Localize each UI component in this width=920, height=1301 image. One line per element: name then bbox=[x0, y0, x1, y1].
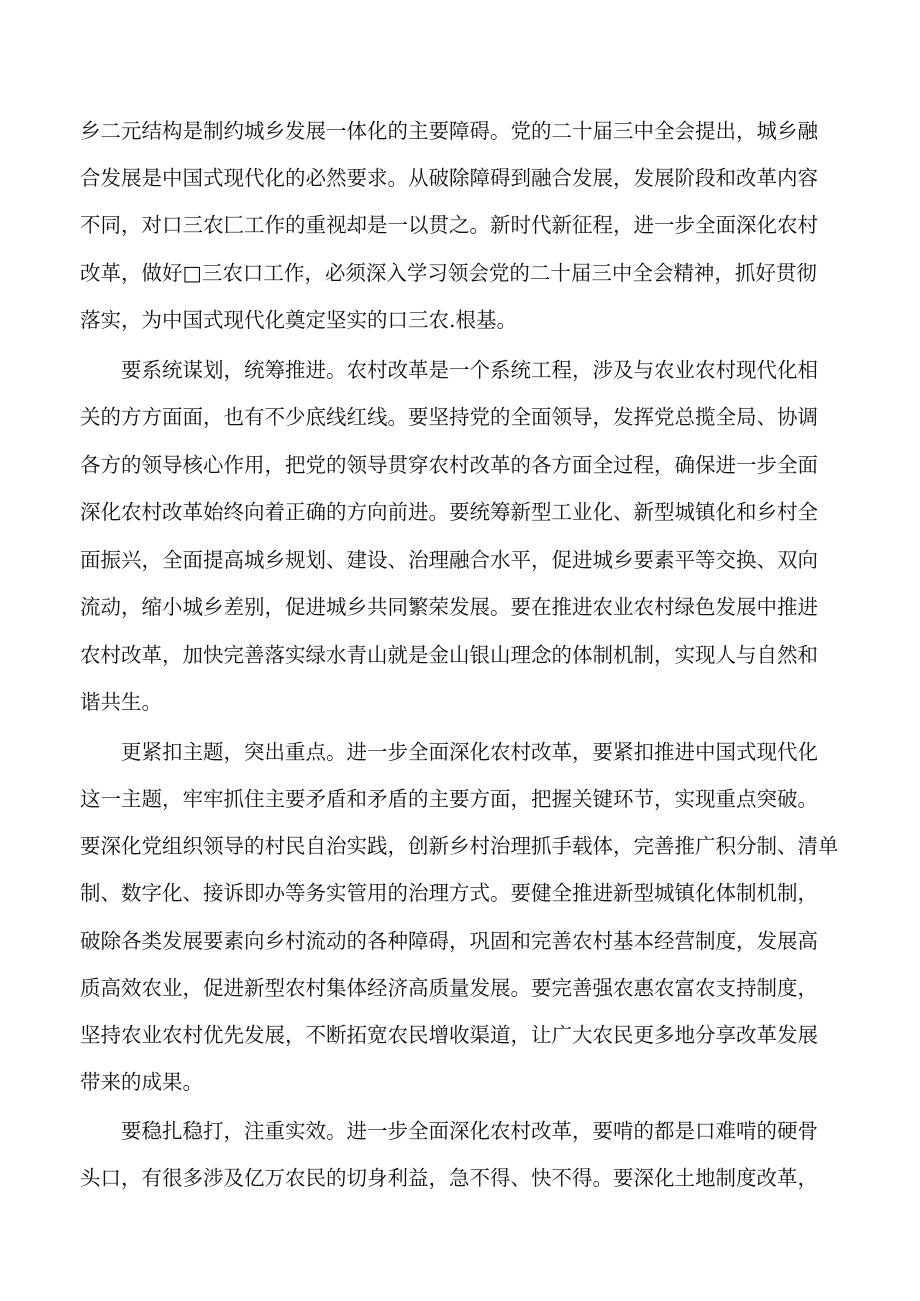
text-line: 破除各类发展要素向乡村流动的各种障碍，巩固和完善农村基本经营制度，发展高 bbox=[80, 929, 818, 953]
text-line: 要深化党组织领导的村民自治实践，创新乡村治理抓手载体，完善推广积分制、清单 bbox=[80, 834, 839, 858]
text-line: 制、数字化、接诉即办等务实管用的治理方式。要健全推进新型城镇化体制机制， bbox=[80, 881, 818, 905]
text-line: 坚持农业农村优先发展，不断拓宽农民增收渠道，让广大农民更多地分享改革发展 bbox=[80, 1023, 818, 1047]
text-line: 落实，为中国式现代化奠定坚实的口三农.根基。 bbox=[80, 308, 518, 332]
text-line: 面振兴，全面提高城乡规划、建设、治理融合水平，促进城乡要素平等交换、双向 bbox=[80, 548, 818, 572]
text-line: 头口，有很多涉及亿万农民的切身利益，急不得、快不得。要深化土地制度改革， bbox=[80, 1166, 818, 1190]
text-line: 合发展是中国式现代化的必然要求。从破除障碍到融合发展，发展阶段和改革内容 bbox=[80, 166, 818, 190]
text-line: 不同，对口三农匚工作的重视却是一以贯之。新时代新征程，进一步全面深化农村 bbox=[80, 213, 818, 237]
text-line: 关的方方面面，也有不少底线红线。要坚持党的全面领导，发挥党总揽全局、协调 bbox=[80, 405, 818, 429]
text-line: 要稳扎稳打，注重实效。进一步全面深化农村改革，要啃的都是口难啃的硬骨 bbox=[121, 1119, 818, 1143]
text-line: 更紧扣主题，突出重点。进一步全面深化农村改革，要紧扣推进中国式现代化 bbox=[121, 740, 818, 764]
text-line: 要系统谋划，统筹推进。农村改革是一个系统工程，涉及与农业农村现代化相 bbox=[121, 358, 818, 382]
text-line: 流动，缩小城乡差别，促进城乡共同繁荣发展。要在推进农业农村绿色发展中推进 bbox=[80, 595, 818, 619]
text-line: 质高效农业，促进新型农村集体经济高质量发展。要完善强农惠农富农支持制度， bbox=[80, 976, 818, 1000]
text-line: 改革，做好□三农口工作，必须深入学习领会党的二十届三中全会精神，抓好贯彻 bbox=[80, 261, 817, 285]
text-line: 带来的成果。 bbox=[80, 1070, 203, 1094]
text-line: 谐共生。 bbox=[80, 690, 162, 714]
text-line: 深化农村改革始终向着正确的方向前进。要统筹新型工业化、新型城镇化和乡村全 bbox=[80, 500, 818, 524]
text-line: 乡二元结构是制约城乡发展一体化的主要障碍。党的二十届三中全会提出，城乡融 bbox=[80, 119, 818, 143]
text-line: 这一主题，牢牢抓住主要矛盾和矛盾的主要方面，把握关键环节，实现重点突破。 bbox=[80, 787, 818, 811]
text-line: 农村改革，加快完善落实绿水青山就是金山银山理念的体制机制，实现人与自然和 bbox=[80, 643, 818, 667]
text-line: 各方的领导核心作用，把党的领导贯穿农村改革的各方面全过程，确保进一步全面 bbox=[80, 453, 818, 477]
